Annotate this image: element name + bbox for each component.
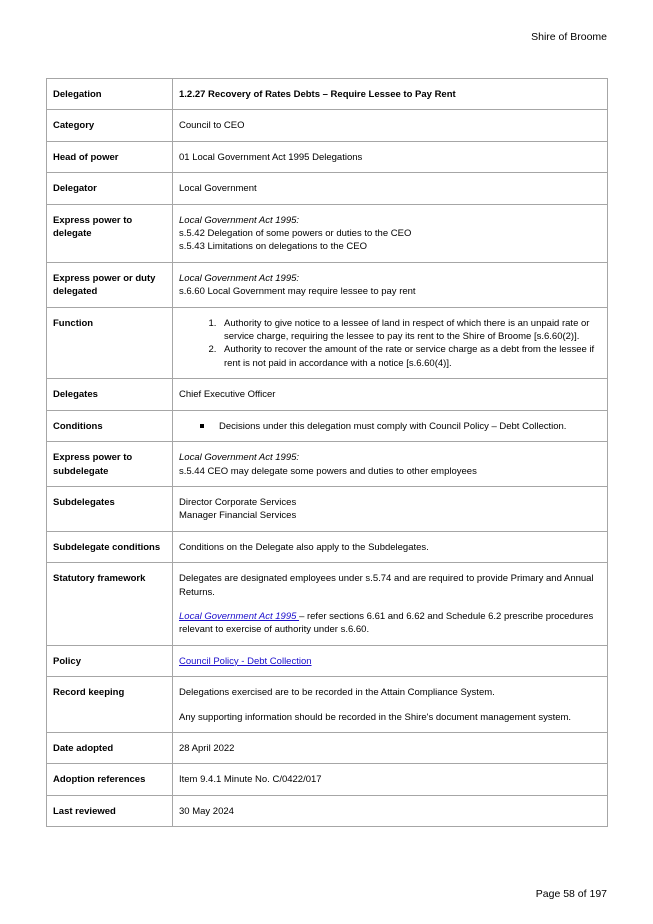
label-date-adopted: Date adopted (47, 732, 173, 763)
row-record-keeping (47, 677, 608, 733)
row-last-reviewed (47, 795, 608, 826)
label-conditions: Conditions (47, 410, 173, 441)
date-adopted-value: 28 April 2022 (173, 732, 608, 763)
function-list (179, 317, 601, 371)
row-adoption-references (47, 764, 608, 795)
statutory-paragraph-text: – refer sections 6.61 and 6.62 and Schedule 6.2 prescribe procedures relevant to exercise of authority under s.6.60. (179, 610, 594, 636)
row-statutory-framework (47, 563, 608, 646)
function-value (173, 307, 608, 379)
label-adoption-references: Adoption references (47, 764, 173, 795)
express-power-delegate-value (173, 204, 608, 262)
row-category (47, 110, 608, 141)
row-function (47, 307, 608, 379)
section-line: s.5.43 Limitations on delegations to the CEO (179, 241, 368, 253)
subdelegate-line: Manager Financial Services (179, 510, 297, 522)
row-subdelegate-conditions (47, 531, 608, 562)
delegates-value: Chief Executive Officer (173, 379, 608, 410)
function-item: 1. Authority to give notice to a lessee of land in respect of which there is an unpaid rate or service charge, requiring the lessee to pay its rent to the Shire of Broome [s.6.60(2)]. (219, 317, 601, 344)
act-name: Local Government Act 1995: (179, 452, 300, 464)
statutory-framework-value (173, 563, 608, 646)
act-link[interactable]: Local Government Act 1995 (179, 610, 300, 622)
label-express-power-duty: Express power or duty delegated (47, 262, 173, 307)
express-power-duty-value (173, 262, 608, 307)
statutory-paragraph: Delegates are designated employees under s.5.74 and are required to provide Primary and Annual Returns. (179, 573, 594, 598)
row-head-of-power (47, 141, 608, 172)
row-delegates (47, 379, 608, 410)
record-paragraph: Any supporting information should be recorded in the Shire's document management system. (179, 711, 572, 723)
delegator-value: Local Government (173, 173, 608, 204)
row-conditions (47, 410, 608, 441)
conditions-value (173, 410, 608, 441)
row-express-power-duty (47, 262, 608, 307)
label-delegation: Delegation (47, 79, 173, 110)
subdelegates-value (173, 486, 608, 531)
page-header-org: Shire of Broome (531, 31, 607, 43)
label-delegator: Delegator (47, 173, 173, 204)
label-subdelegate-conditions: Subdelegate conditions (47, 531, 173, 562)
delegation-table (46, 78, 608, 827)
conditions-list (179, 420, 601, 433)
policy-link[interactable]: Council Policy - Debt Collection (179, 655, 312, 667)
section-line: s.5.44 CEO may delegate some powers and duties to other employees (179, 465, 477, 477)
row-date-adopted (47, 732, 608, 763)
subdelegate-conditions-value: Conditions on the Delegate also apply to the Subdelegates. (173, 531, 608, 562)
row-express-power-subdelegate (47, 442, 608, 487)
act-name: Local Government Act 1995: (179, 214, 300, 226)
row-delegation (47, 79, 608, 110)
label-function: Function (47, 307, 173, 379)
condition-item: Decisions under this delegation must comply with Council Policy – Debt Collection. (219, 420, 601, 433)
label-head-of-power: Head of power (47, 141, 173, 172)
last-reviewed-value: 30 May 2024 (173, 795, 608, 826)
row-delegator (47, 173, 608, 204)
label-record-keeping: Record keeping (47, 677, 173, 733)
label-express-power-subdelegate: Express power to subdelegate (47, 442, 173, 487)
label-express-power-delegate: Express power to delegate (47, 204, 173, 262)
function-item: 2. Authority to recover the amount of the rate or service charge as a debt from the lessee if rent is not paid in accordance with a notice [s.6.60(4)]. (219, 343, 601, 370)
category-value: Council to CEO (173, 110, 608, 141)
statutory-paragraph (179, 610, 601, 637)
page-number: Page 58 of 197 (535, 888, 607, 900)
express-power-subdelegate-value (173, 442, 608, 487)
section-line: s.5.42 Delegation of some powers or duties to the CEO (179, 228, 412, 240)
delegation-title: 1.2.27 Recovery of Rates Debts – Require Lessee to Pay Rent (173, 79, 608, 110)
head-of-power-value: 01 Local Government Act 1995 Delegations (173, 141, 608, 172)
adoption-references-value: Item 9.4.1 Minute No. C/0422/017 (173, 764, 608, 795)
label-policy: Policy (47, 645, 173, 676)
section-line: s.6.60 Local Government may require lessee to pay rent (179, 286, 416, 298)
act-name: Local Government Act 1995: (179, 272, 300, 284)
subdelegate-line: Director Corporate Services (179, 496, 297, 508)
record-paragraph: Delegations exercised are to be recorded in the Attain Compliance System. (179, 687, 495, 699)
label-delegates: Delegates (47, 379, 173, 410)
policy-value (173, 645, 608, 676)
label-statutory-framework: Statutory framework (47, 563, 173, 646)
label-last-reviewed: Last reviewed (47, 795, 173, 826)
label-subdelegates: Subdelegates (47, 486, 173, 531)
record-keeping-value (173, 677, 608, 733)
label-category: Category (47, 110, 173, 141)
row-policy (47, 645, 608, 676)
row-express-power-delegate (47, 204, 608, 262)
row-subdelegates (47, 486, 608, 531)
